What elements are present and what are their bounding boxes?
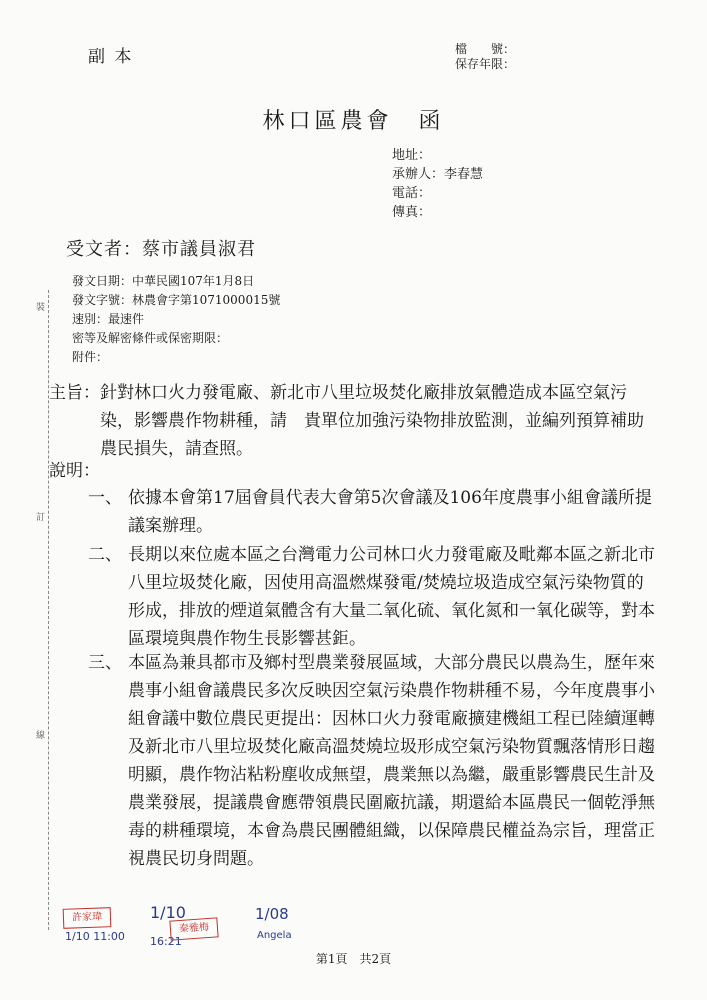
item-number: 二、 (88, 545, 122, 565)
document-title: 林口區農會 函 (262, 109, 445, 134)
phone-row (392, 184, 483, 203)
meta-block (72, 272, 280, 367)
item-number: 一、 (88, 488, 122, 508)
page-number: 第1頁 共2頁 (315, 952, 392, 966)
item-number: 三、 (88, 653, 122, 673)
subject-text: 針對林口火力發電廠、新北市八里垃圾焚化廠排放氣體造成本區空氣污染，影響農作物耕種，請 貴單位加強污染物排放監測，並編列預算補助農民損失，請查照。 (100, 383, 644, 459)
explanation-label: 說明： (49, 461, 100, 481)
phone-label: 電話： (392, 186, 432, 201)
archive-info (455, 42, 515, 72)
attachment: 附件： (72, 350, 109, 364)
archive-no-label: 檔 號： (455, 42, 516, 56)
item-text: 依據本會第17屆會員代表大會第5次會議及106年度農事小組會議所提議案辦理。 (128, 488, 652, 536)
receipt-stamp: 許家瑋 (63, 907, 112, 929)
handwritten-time: 16:21 (150, 935, 182, 948)
handwritten-date-time: 1/10 11:00 (65, 930, 125, 943)
handwritten-date: 1/10 (150, 903, 186, 922)
sender-block (392, 146, 483, 222)
fax-label: 傳真： (392, 205, 432, 220)
retention-label: 保存年限： (455, 57, 516, 71)
recipient: 受文者：蔡市議員淑君 (66, 239, 256, 260)
doc-number: 發文字號：林農會字第1071000015號 (72, 293, 281, 307)
margin-mark-line: 線 (36, 731, 46, 741)
issue-date: 發文日期：中華民國107年1月8日 (72, 274, 255, 288)
margin-mark-staple: 訂 (36, 513, 46, 523)
handwritten-signature: Angela (257, 930, 292, 941)
address-label: 地址： (392, 148, 432, 163)
item-text: 長期以來位處本區之台灣電力公司林口火力發電廠及毗鄰本區之新北市八里垃圾焚化廠，因使用高溫燃煤發電/焚燒垃圾造成空氣污染物質的形成，排放的煙道氣體含有大量二氧化硫、氧化氮和一氧化碳等，對本區環境與農作物生長影響甚鉅。 (128, 545, 655, 649)
security-level: 密等及解密條件或保密期限： (72, 331, 229, 345)
address-row (392, 146, 483, 165)
approval-stamp: 秦雅梅 (169, 917, 218, 940)
subject-label: 主旨： (49, 383, 100, 403)
speed: 速別：最速件 (72, 312, 145, 326)
handler-name: 李春慧 (444, 167, 484, 182)
handler-row (392, 165, 483, 184)
handler-label: 承辦人： (392, 167, 445, 182)
fax-row (392, 203, 483, 222)
handwritten-date-2: 1/08 (255, 905, 289, 923)
item-text: 本區為兼具都市及鄉村型農業發展區域，大部分農民以農為生，歷年來農事小組會議農民多次反映因空氣污染農作物耕種不易，今年度農事小組會議中數位農民更提出：因林口火力發電廠擴建機組工程已陸續運轉及新北市八里垃圾焚化廠高溫焚燒垃圾形成空氣污染物質飄落情形日趨明顯，農作物沾粘粉塵收成無望，農業無以為繼，嚴重影響農民生計及農業發展，提議農會應帶領農民圍廠抗議，期還給本區農民一個乾淨無毒的耕種環境，本會為農民團體組織，以保障農民權益為宗旨，理當正視農民切身問題。 (128, 653, 655, 869)
copy-mark: 副 本 (88, 47, 134, 67)
margin-mark-bind: 裝 (36, 303, 46, 313)
